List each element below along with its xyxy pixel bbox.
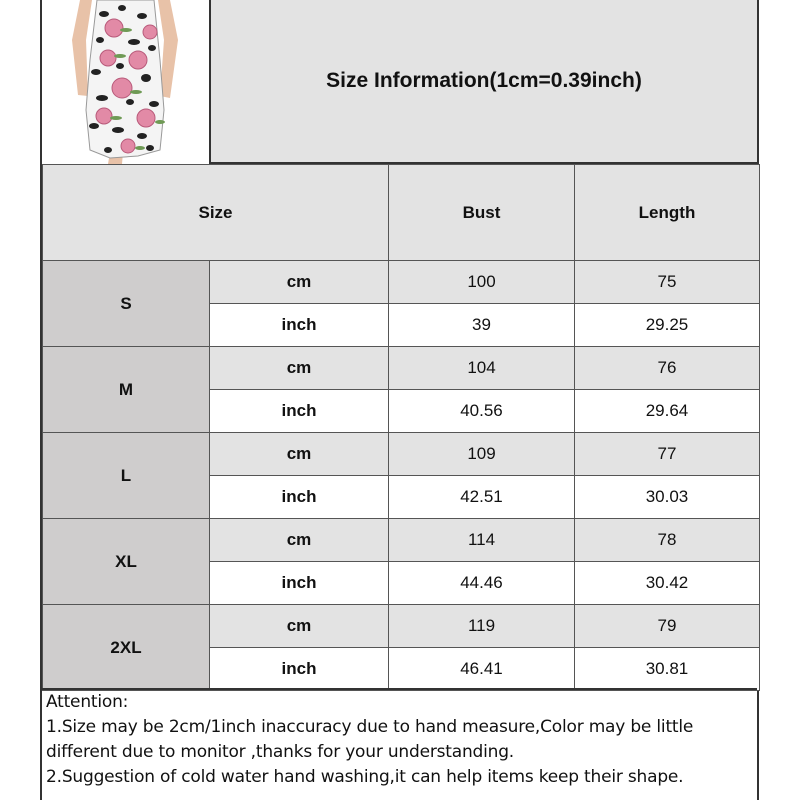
product-photo <box>42 0 209 164</box>
table-row <box>43 519 760 562</box>
unit-label: cm <box>210 519 389 562</box>
length-value: 30.42 <box>575 562 760 605</box>
bust-value: 104 <box>389 347 575 390</box>
table-row <box>43 347 760 390</box>
size-table <box>42 164 760 691</box>
unit-label: inch <box>210 476 389 519</box>
length-value: 30.81 <box>575 648 760 691</box>
size-label: 2XL <box>43 605 210 691</box>
length-value: 79 <box>575 605 760 648</box>
size-information-title: Size Information(1cm=0.39inch) <box>209 0 757 164</box>
length-value: 75 <box>575 261 760 304</box>
length-value: 78 <box>575 519 760 562</box>
bust-value: 109 <box>389 433 575 476</box>
unit-label: inch <box>210 390 389 433</box>
length-value: 29.25 <box>575 304 760 347</box>
length-value: 30.03 <box>575 476 760 519</box>
size-label: S <box>43 261 210 347</box>
unit-label: cm <box>210 605 389 648</box>
note-line: 2.Suggestion of cold water hand washing,it can help items keep their shape. <box>46 767 684 787</box>
bust-value: 39 <box>389 304 575 347</box>
unit-label: inch <box>210 304 389 347</box>
table-row <box>43 261 760 304</box>
bust-value: 44.46 <box>389 562 575 605</box>
length-value: 77 <box>575 433 760 476</box>
dress-illustration <box>42 0 209 164</box>
table-row <box>43 433 760 476</box>
bust-value: 100 <box>389 261 575 304</box>
table-row <box>43 605 760 648</box>
unit-label: cm <box>210 261 389 304</box>
bust-value: 42.51 <box>389 476 575 519</box>
bust-value: 46.41 <box>389 648 575 691</box>
unit-label: cm <box>210 347 389 390</box>
notes-heading: Attention: <box>46 692 129 712</box>
bust-value: 119 <box>389 605 575 648</box>
bust-column-header: Bust <box>389 165 575 261</box>
size-label: XL <box>43 519 210 605</box>
size-label: L <box>43 433 210 519</box>
unit-label: cm <box>210 433 389 476</box>
length-value: 76 <box>575 347 760 390</box>
header <box>42 0 757 164</box>
note-line: different due to monitor ,thanks for your understanding. <box>46 742 515 762</box>
bust-value: 40.56 <box>389 390 575 433</box>
size-chart-sheet <box>40 0 759 800</box>
note-line: 1.Size may be 2cm/1inch inaccuracy due to hand measure,Color may be little <box>46 717 694 737</box>
length-column-header: Length <box>575 165 760 261</box>
unit-label: inch <box>210 648 389 691</box>
size-column-header: Size <box>43 165 389 261</box>
table-header-row <box>43 165 760 261</box>
attention-notes <box>46 690 758 790</box>
unit-label: inch <box>210 562 389 605</box>
length-value: 29.64 <box>575 390 760 433</box>
size-label: M <box>43 347 210 433</box>
bust-value: 114 <box>389 519 575 562</box>
